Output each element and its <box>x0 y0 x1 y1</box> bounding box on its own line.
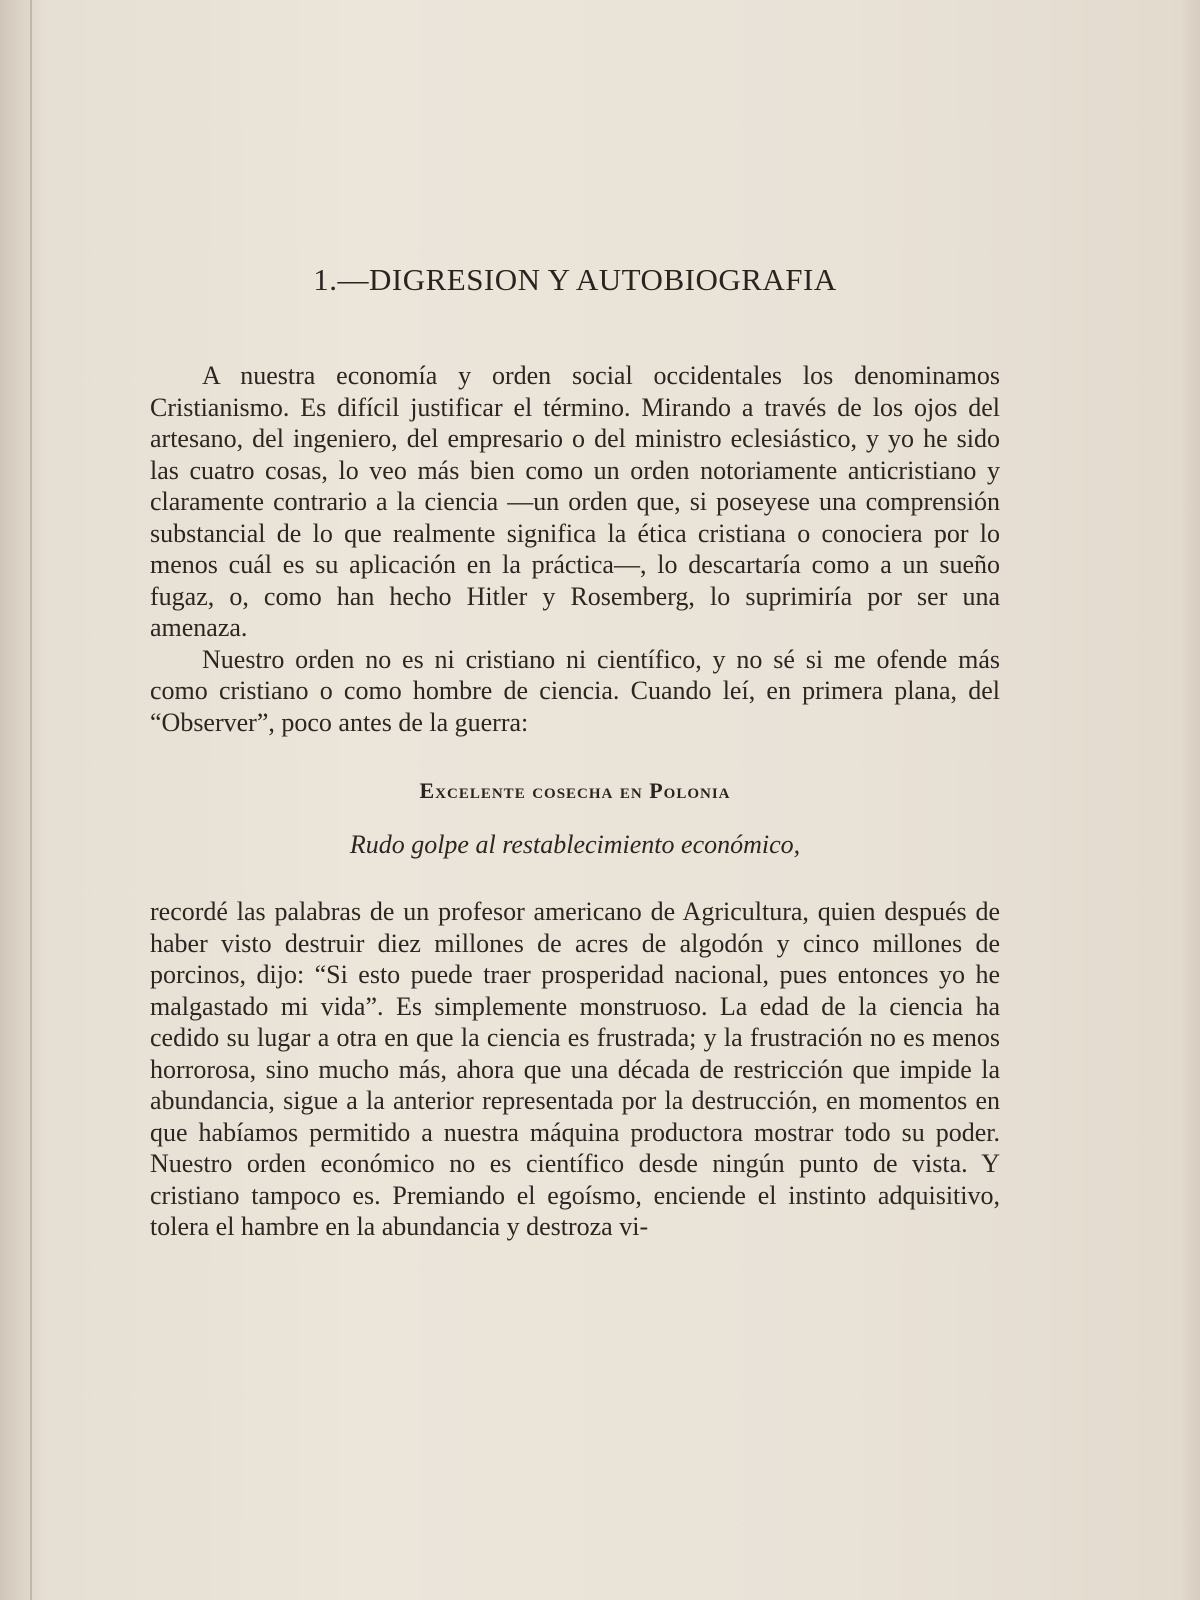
page-gutter-line <box>30 0 32 1600</box>
newspaper-subheadline: Rudo golpe al restablecimiento económico, <box>349 830 801 859</box>
paragraph-1: A nuestra economía y orden social occidentales los denominamos Cristianismo. Es difícil justificar el término. Mirando a través de los ojos del artesano, del ingeniero, del empresario o del ministro eclesiástico, y yo he sido las cuatro cosas, lo veo más bien como un orden notoriamente anticristiano y claramente contrario a la ciencia —un orden que, si poseyese una comprensión substancial de lo que realmente significa la ética cristiana o conociera por lo menos cuál es su aplicación en la práctica—, lo descartaría como a un sueño fugaz, o, como han hecho Hitler y Rosemberg, lo suprimiría por ser una amenaza. <box>150 361 1000 642</box>
paragraph-2: Nuestro orden no es ni cristiano ni científico, y no sé si me ofende más como cristiano o como hombre de ciencia. Cuando leí, en primera plana, del “Observer”, poco antes de la guerra: <box>150 644 1000 737</box>
page-content <box>150 262 1000 1243</box>
newspaper-headline: Excelente cosecha en Polonia <box>419 778 731 803</box>
page-spine-shadow <box>0 0 38 1600</box>
paragraph-continuation: recordé las palabras de un profesor americano de Agricultura, quien después de haber visto destruir diez millones de acres de algodón y cinco millones de porcinos, dijo: “Si esto puede traer prosperidad nacional, pues entonces yo he malgastado mi vida”. Es simplemente monstruoso. La edad de la ciencia ha cedido su lugar a otra en que la ciencia es frustrada; y la frustración no es menos horrorosa, sino mucho más, ahora que una década de restricción que impide la abundancia, sigue a la anterior representada por la destrucción, en momentos en que habíamos permitido a nuestra máquina productora mostrar todo su poder. Nuestro orden económico no es científico desde ningún punto de vista. Y cristiano tampoco es. Premiando el egoísmo, enciende el instinto adquisitivo, tolera el hambre en la abundancia y destroza vi- <box>150 897 1000 1241</box>
page-right-edge <box>1180 0 1200 1600</box>
chapter-title: 1.—DIGRESION Y AUTOBIOGRAFIA <box>313 262 837 297</box>
